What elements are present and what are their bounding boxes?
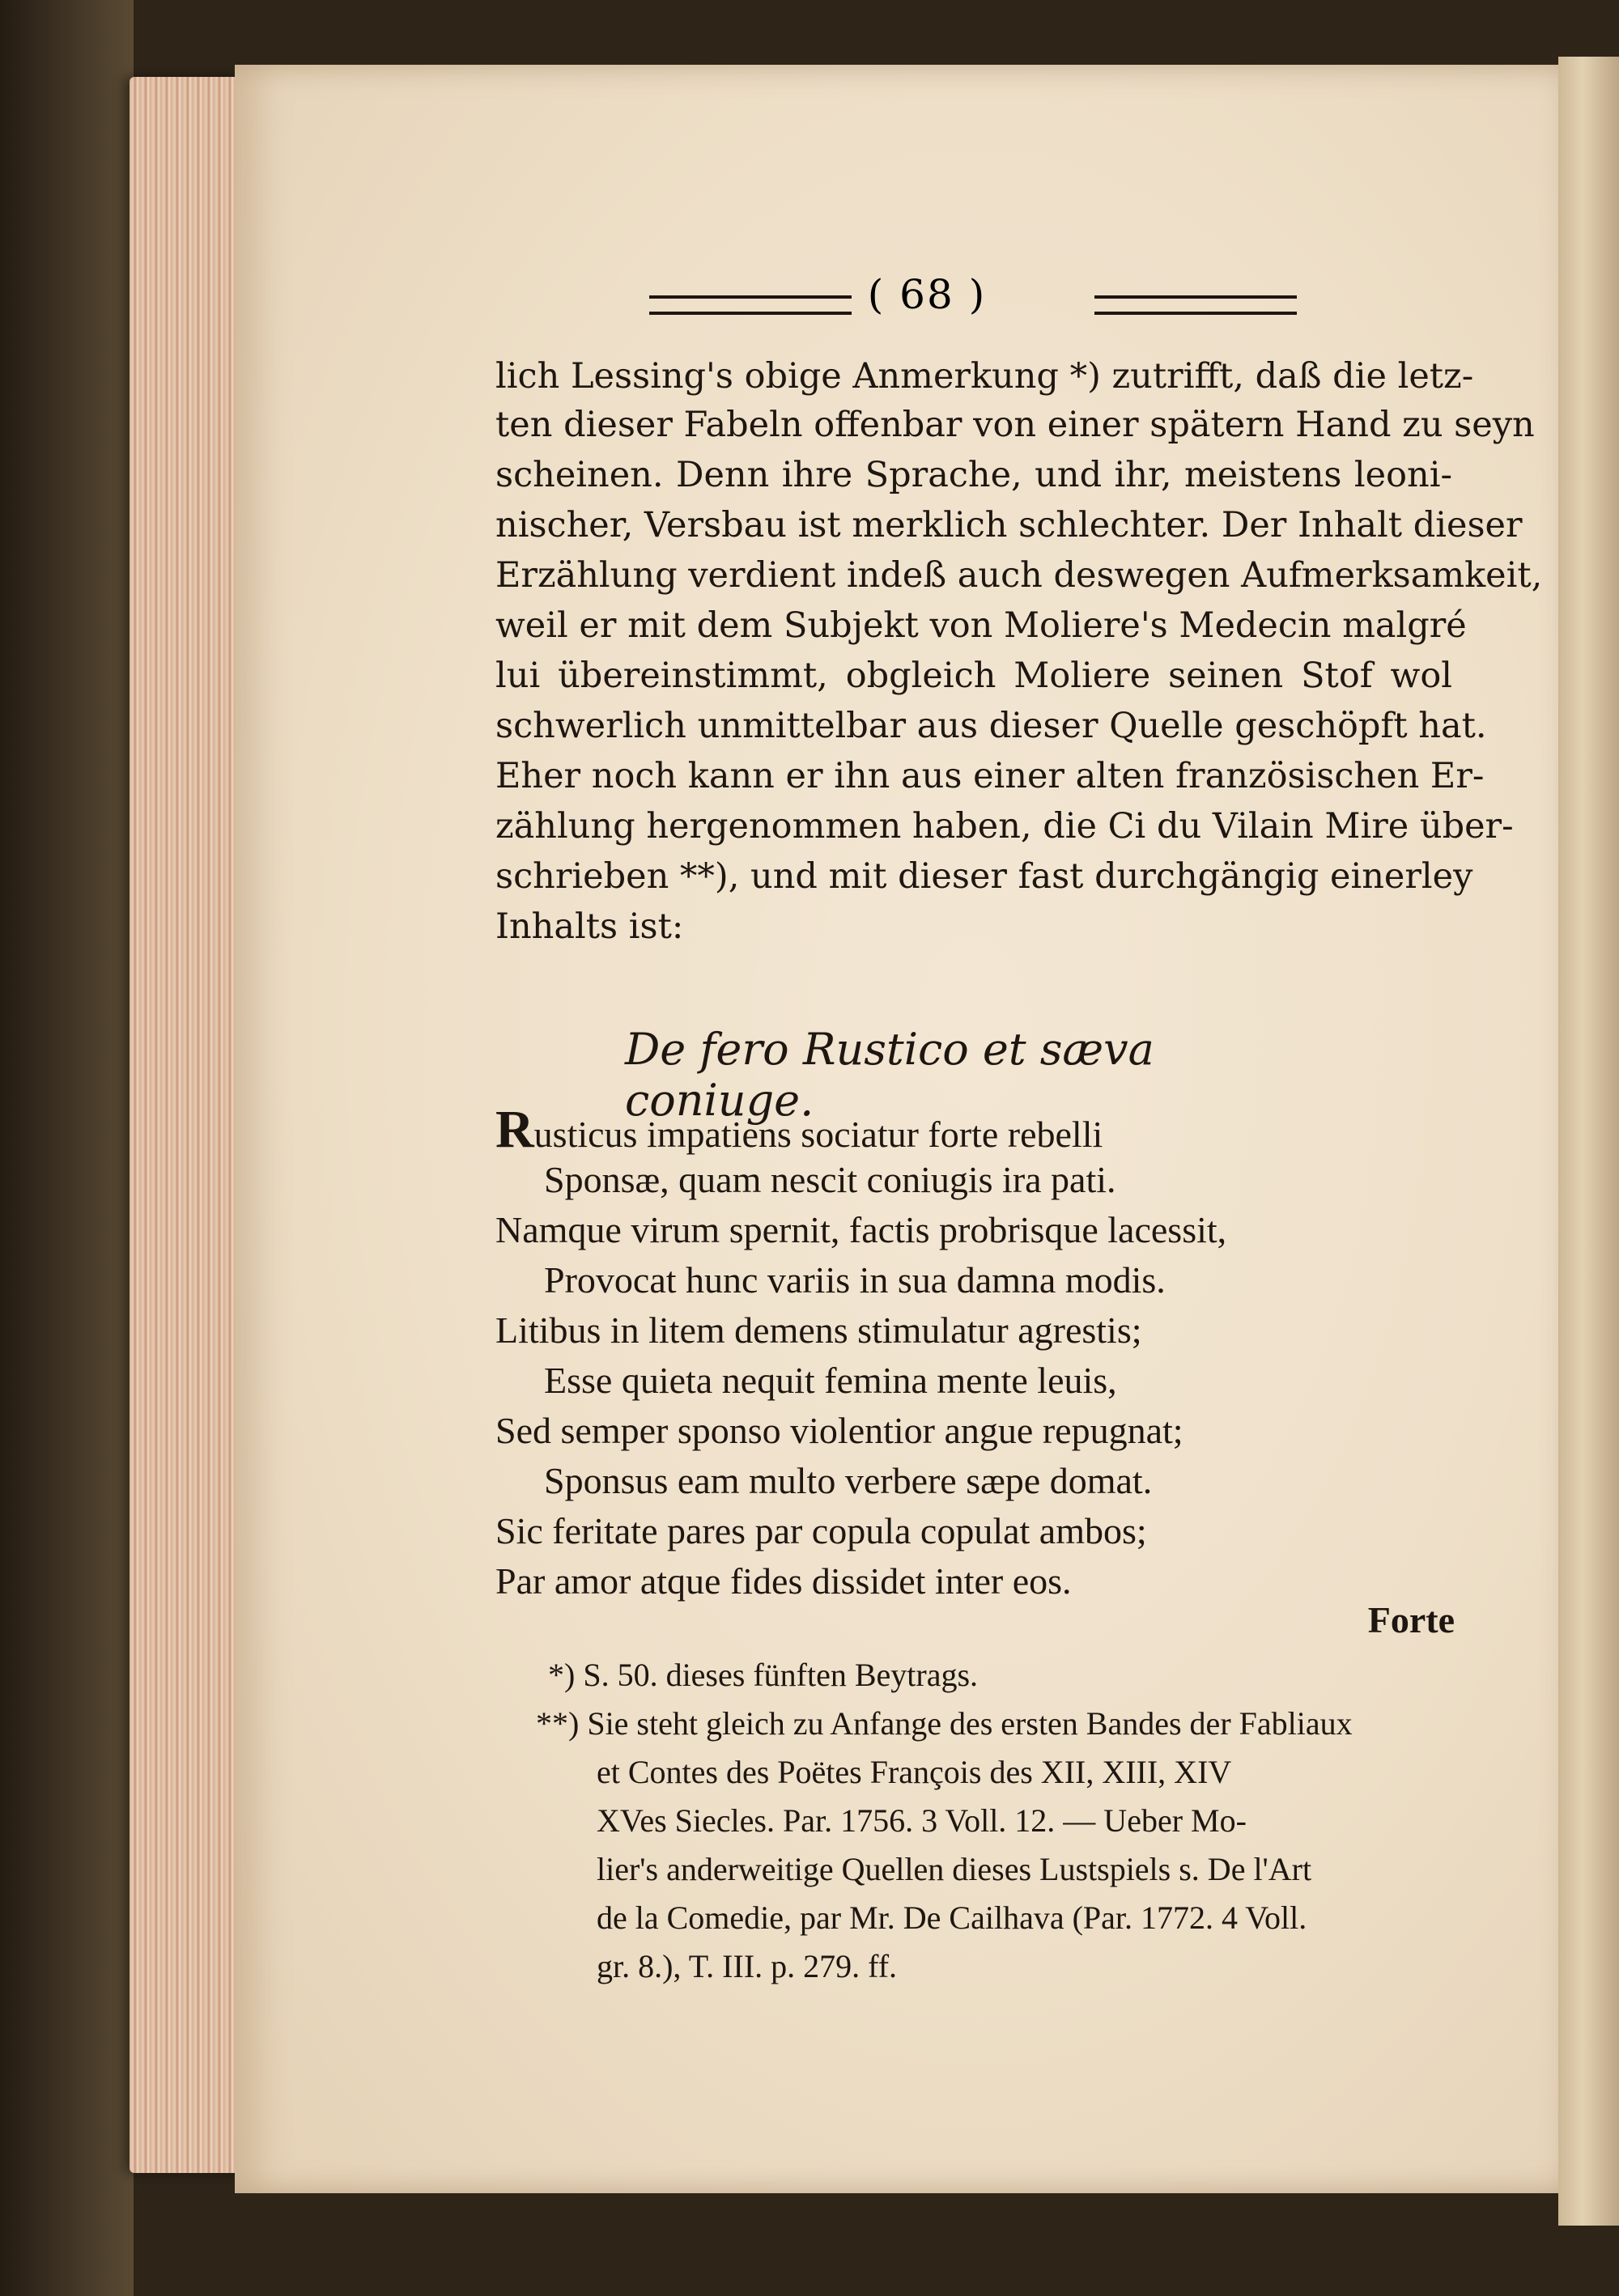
footnote-continued: lier's anderweitige Quellen dieses Lustspiels s. De l'Art — [597, 1851, 1312, 1887]
body-line: zählung hergenommen haben, die Ci du Vilain Mire über- — [495, 806, 1514, 847]
poem-title: De fero Rustico et sæva coniuge. — [625, 1024, 1154, 1126]
footnote-continued: et Contes des Poëtes François des XII, XIII, XIV — [597, 1754, 1232, 1790]
verse-line — [495, 1406, 1183, 1456]
verse-text: Sponsus eam multo verbere sæpe domat. — [544, 1460, 1153, 1501]
verse-line — [495, 1556, 1072, 1606]
body-line: Eher noch kann er ihn aus einer alten französischen Er- — [495, 756, 1485, 796]
verse-line — [544, 1356, 1117, 1406]
verse-text: Par amor atque fides dissidet inter eos. — [495, 1560, 1072, 1602]
page-edges — [130, 77, 251, 2173]
verse-text: Litibus in litem demens stimulatur agrestis; — [495, 1309, 1142, 1351]
facing-page-edge — [1558, 57, 1619, 2226]
verse-text: usticus impatiens sociatur forte rebelli — [533, 1114, 1103, 1155]
verse-line — [495, 1305, 1142, 1356]
body-line: lich Lessing's obige Anmerkung *) zutrifft, daß die letz- — [495, 356, 1474, 397]
verse-line — [495, 1100, 1103, 1160]
body-line: Inhalts ist: — [495, 906, 684, 947]
drop-initial: R — [495, 1100, 534, 1159]
verse-line — [544, 1456, 1152, 1506]
body-line: lui übereinstimmt, obgleich Moliere seinen Stof wol — [495, 656, 1452, 696]
verse-line — [495, 1506, 1147, 1556]
verse-line — [544, 1255, 1166, 1305]
verse-text: Esse quieta nequit femina mente leuis, — [544, 1360, 1117, 1401]
catchword: Forte — [1367, 1599, 1455, 1640]
footnote-continued: de la Comedie, par Mr. De Cailhava (Par. 1772. 4 Voll. — [597, 1899, 1307, 1936]
verse-line — [495, 1205, 1226, 1255]
verse-text: Sed semper sponso violentior angue repugnat; — [495, 1410, 1183, 1451]
body-line: weil er mit dem Subjekt von Moliere's Medecin malgré — [495, 605, 1467, 646]
book-binding — [0, 0, 134, 2296]
footnote: **) Sie steht gleich zu Anfange des ersten Bandes der Fabliaux — [536, 1705, 1353, 1742]
verse-text: Sponsæ, quam nescit coniugis ira pati. — [544, 1159, 1116, 1200]
verse-text: Sic feritate pares par copula copulat ambos; — [495, 1510, 1147, 1551]
body-line: ten dieser Fabeln offenbar von einer spätern Hand zu seyn — [495, 405, 1535, 445]
body-line: Erzählung verdient indeß auch deswegen Aufmerksamkeit, — [495, 555, 1543, 596]
footnote-continued: gr. 8.), T. III. p. 279. ff. — [597, 1948, 898, 1984]
header-rule-right — [1094, 295, 1297, 315]
footnote-continued: XVes Siecles. Par. 1756. 3 Voll. 12. — Ueber Mo- — [597, 1802, 1247, 1839]
body-line: scheinen. Denn ihre Sprache, und ihr, meistens leoni- — [495, 455, 1452, 495]
verse-text: Provocat hunc variis in sua damna modis. — [544, 1259, 1166, 1301]
page-number: ( 68 ) — [867, 271, 987, 318]
footnote: *) S. 50. dieses fünften Beytrags. — [548, 1657, 979, 1693]
header-rule-left — [649, 295, 852, 315]
verse-line — [544, 1155, 1116, 1205]
body-line: schwerlich unmittelbar aus dieser Quelle geschöpft hat. — [495, 706, 1487, 746]
verse-text: Namque virum spernit, factis probrisque lacessit, — [495, 1209, 1227, 1250]
body-line: schrieben **), und mit dieser fast durchgängig einerley — [495, 856, 1473, 897]
body-line: nischer, Versbau ist merklich schlechter. Der Inhalt dieser — [495, 505, 1523, 545]
